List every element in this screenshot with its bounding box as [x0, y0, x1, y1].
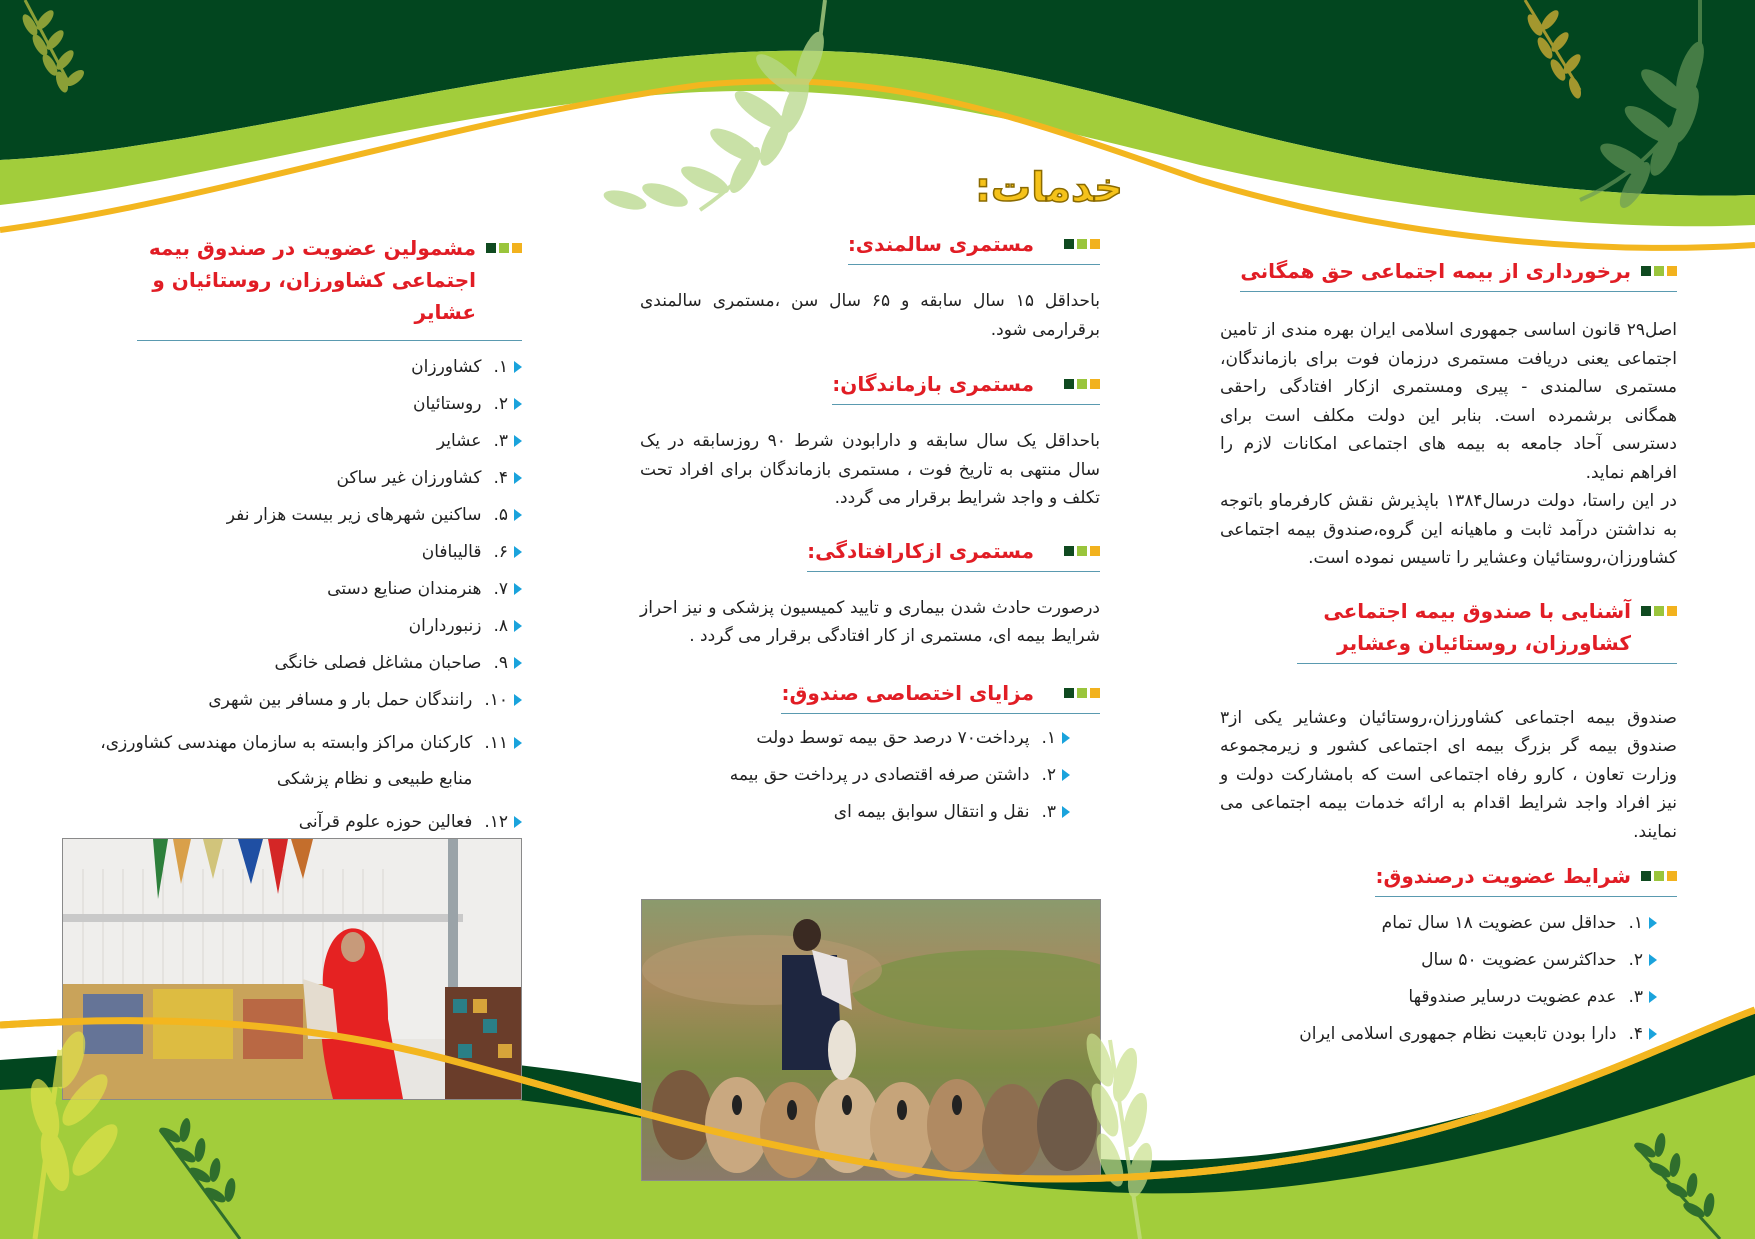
list-item: ۲. داشتن صرفه اقتصادی در پرداخت حق بیمه: [640, 763, 1070, 787]
heading-squares-icon: [1064, 379, 1100, 389]
heading-text: آشنایی با صندوق بیمه اجتماعی کشاورزان، روستائیان وعشایر: [1323, 598, 1631, 655]
bullet-triangle-icon: [1649, 1028, 1657, 1040]
paragraph: درصورت حادث شدن بیماری و تایید کمیسیون پزشکی و نیز احراز شرایط بیمه ای، مستمری از کار افتادگی برقرار می گردد .: [640, 597, 1100, 646]
bullet-triangle-icon: [514, 435, 522, 447]
list-item: ۱. کشاورزان: [60, 355, 522, 379]
heading-text: مستمری سالمندی:: [847, 232, 1034, 256]
list-item: ۲. حداکثرسن عضویت ۵۰ سال: [1220, 948, 1657, 972]
list-item: ۹. صاحبان مشاغل فصلی خانگی: [60, 651, 522, 675]
bullet-triangle-icon: [514, 472, 522, 484]
list-item: ۱۲. فعالین حوزه علوم قرآنی: [60, 810, 522, 834]
paragraph: در این راستا، دولت درسال۱۳۸۴ باپذیرش نقش کارفرماو باتوجه به نداشتن درآمد ثابت و ماهیانه این گروه،صندوق بیمه اجتماعی کشاورزان،روستائیان وعشایر را تاسیس نموده است.: [1220, 491, 1677, 568]
heading-squares-icon: [486, 243, 522, 253]
middle-panel: [640, 228, 1100, 824]
bullet-triangle-icon: [514, 361, 522, 373]
carpet-weaver-photo: [62, 838, 522, 1100]
heading-text: شرایط عضویت درصندوق:: [1375, 864, 1631, 888]
section-heading: [807, 535, 1100, 572]
list-item: ۳. عدم عضویت درسایر صندوقها: [1220, 985, 1657, 1009]
paragraph: اصل۲۹ قانون اساسی جمهوری اسلامی ایران بهره مندی از تامین اجتماعی یعنی دریافت مستمری درزمان فوت برای بازماندگان، مستمری سالمندی - پیری ومستمری ازکار افتادگی راحقی همگانی برشمرده است. بنابر این دولت مکلف است برای دسترسی آحاد جامعه به بیمه های اجتماعی امکانات لازم را افراهم نماید.: [1220, 320, 1677, 483]
section-heading: [1375, 860, 1677, 897]
heading-squares-icon: [1641, 606, 1677, 616]
list-item: ۴. دارا بودن تابعیت نظام جمهوری اسلامی ایران: [1220, 1022, 1657, 1046]
list-item: ۶. قالیبافان: [60, 540, 522, 564]
list-item: ۵. ساکنین شهرهای زیر بیست هزار نفر: [60, 503, 522, 527]
shepherd-photo: [641, 899, 1101, 1181]
list-item: ۸. زنبورداران: [60, 614, 522, 638]
left-panel: [60, 232, 522, 834]
list-item: ۷. هنرمندان صنایع دستی: [60, 577, 522, 601]
heading-text: مستمری بازماندگان:: [832, 372, 1034, 396]
bullet-triangle-icon: [1062, 769, 1070, 781]
heading-squares-icon: [1064, 239, 1100, 249]
bullet-triangle-icon: [1062, 806, 1070, 818]
bullet-triangle-icon: [514, 737, 522, 749]
bullet-triangle-icon: [1649, 917, 1657, 929]
list-item: ۳. نقل و انتقال سوابق بیمه ای: [640, 800, 1070, 824]
list-item: ۱. پرداخت۷۰ درصد حق بیمه توسط دولت: [640, 726, 1070, 750]
bullet-triangle-icon: [514, 620, 522, 632]
section-heading: [1240, 255, 1677, 292]
section-heading: [1297, 595, 1677, 664]
bullet-triangle-icon: [514, 583, 522, 595]
section-heading: [781, 677, 1100, 714]
paragraph: صندوق بیمه اجتماعی کشاورزان،روستائیان وعشایر یکی از۳ صندوق بیمه گر بزرگ بیمه ای اجتماعی کشور و زیرمجموعه وزارت تعاون ، کارو رفاه اجتماعی است که بامشارکت دولت و نیز افراد واجد شرایط اقدام به ارائه خدمات بیمه اجتماعی می نمایند.: [1220, 707, 1677, 842]
bullet-triangle-icon: [514, 546, 522, 558]
section-heading: [848, 228, 1100, 265]
list-item: ۱۱. کارکنان مراکز وابسته به سازمان مهندسی کشاورزی، منابع طبیعی و نظام پزشکی: [60, 725, 522, 797]
heading-text: مستمری ازکارافتادگی:: [807, 538, 1034, 563]
membership-conditions-list: [1220, 911, 1657, 1046]
heading-squares-icon: [1641, 871, 1677, 881]
bullet-triangle-icon: [1649, 954, 1657, 966]
list-item: ۴. کشاورزان غیر ساکن: [60, 466, 522, 490]
bullet-triangle-icon: [1062, 732, 1070, 744]
heading-squares-icon: [1064, 688, 1100, 698]
list-item: ۱۰. رانندگان حمل بار و مسافر بین شهری: [60, 688, 522, 712]
eligible-members-list: [60, 355, 522, 834]
heading-squares-icon: [1064, 546, 1100, 556]
bullet-triangle-icon: [514, 657, 522, 669]
fund-benefits-list: [640, 726, 1070, 824]
bullet-triangle-icon: [514, 816, 522, 828]
bullet-triangle-icon: [514, 694, 522, 706]
list-item: ۲. روستائیان: [60, 392, 522, 416]
paragraph: باحداقل یک سال سابقه و دارابودن شرط ۹۰ روزسابقه در یک سال منتهی به تاریخ فوت ، مستمری بازماندگان برای افراد تحت تکلف و واجد شرایط برقرار می گردد.: [640, 431, 1100, 508]
heading-text: مشمولین عضویت در صندوق بیمه اجتماعی کشاورزان، روستائیان و عشایر: [148, 236, 476, 324]
bullet-triangle-icon: [1649, 991, 1657, 1003]
heading-squares-icon: [1641, 266, 1677, 276]
section-heading: [137, 232, 522, 341]
list-item: ۱. حداقل سن عضویت ۱۸ سال تمام: [1220, 911, 1657, 935]
bullet-triangle-icon: [514, 398, 522, 410]
paragraph: باحداقل ۱۵ سال سابقه و ۶۵ سال سن ،مستمری سالمندی برقرارمی شود.: [640, 291, 1100, 340]
list-item: ۳. عشایر: [60, 429, 522, 453]
heading-text: مزایای اختصاصی صندوق:: [781, 680, 1034, 705]
bullet-triangle-icon: [514, 509, 522, 521]
section-heading: [832, 368, 1100, 405]
heading-text: برخورداری از بیمه اجتماعی حق همگانی: [1240, 259, 1631, 283]
right-panel: [1220, 255, 1677, 1046]
services-title: خدمات:: [975, 165, 1123, 211]
